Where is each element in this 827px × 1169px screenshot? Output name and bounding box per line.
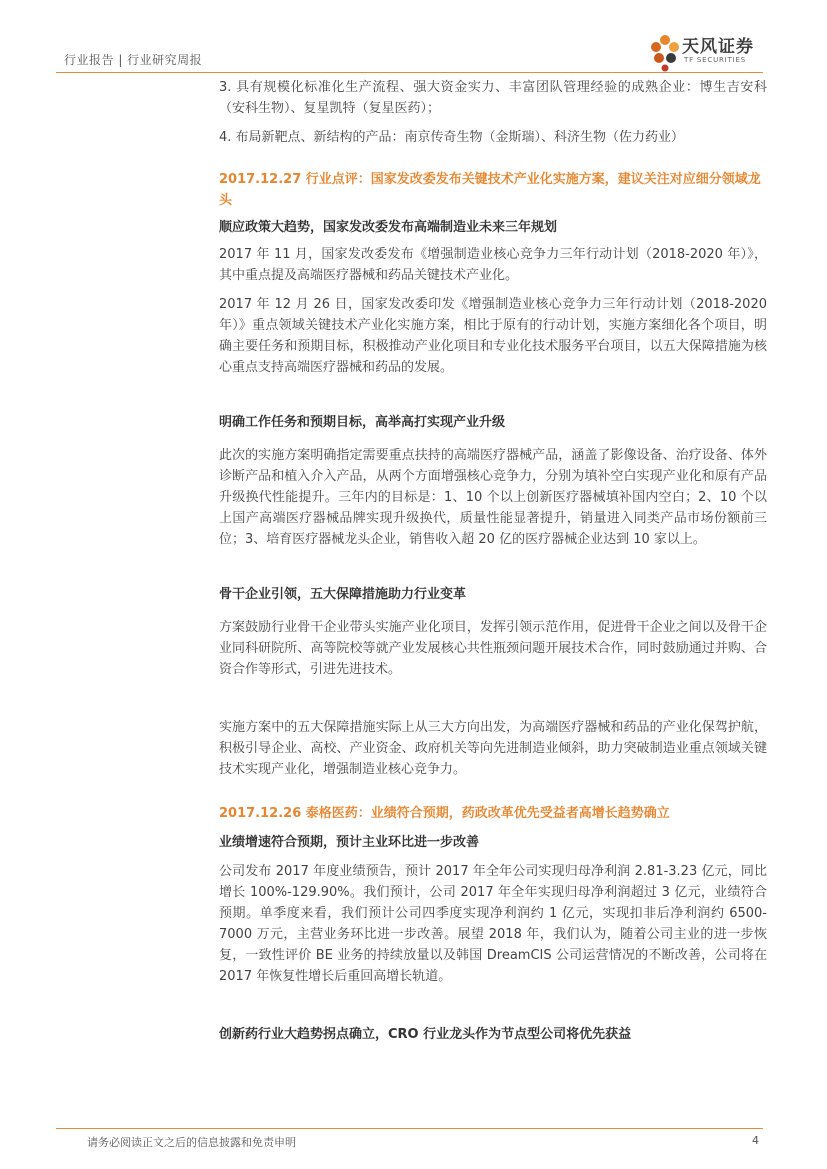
page-number: 4 <box>752 1134 759 1147</box>
paragraph: 2017 年 12 月 26 日，国家发改委印发《增强制造业核心竞争力三年行动计划（2018-2020 年）》重点领域关键技术产业化实施方案，相比于原有的行动计划，实施方案细化各个项目，明确主要任务和预期目标，积极推动产业化项目和专业化技术服务平台项目，以五大保障措施为核心重点支持高端医疗器械和药品的发展。 <box>219 297 767 375</box>
paragraph: 3. 具有规模化标准化生产流程、强大资金实力、丰富团队管理经验的成熟企业：博生吉安科（安科生物）、复星凯特（复星医药）； <box>219 80 767 116</box>
paragraph: 4. 布局新靶点、新结构的产品：南京传奇生物（金斯瑞）、科济生物（佐力药业） <box>219 130 685 145</box>
logo-petals-icon <box>648 30 682 74</box>
paragraph: 此次的实施方案明确指定需要重点扶持的高端医疗器械产品，涵盖了影像设备、治疗设备、体外诊断产品和植入介入产品，从两个方面增强核心竞争力，分别为填补空白实现产业化和原有产品升级换代性能提升。三年内的目标是：1、10 个以上创新医疗器械填补国内空白；2、10 个以上国产高端医疗器械品牌实现升级换代，质量性能显著提升，销量进入同类产品市场份额前三位；3、培育医疗器械龙头企业，销售收入超 20 亿的医疗器械企业达到 10 家以上。 <box>219 448 767 547</box>
report-body <box>219 75 767 1045</box>
paragraph: 方案鼓励行业骨干企业带头实施产业化项目，发挥引领示范作用，促进骨干企业之间以及骨干企业同科研院所、高等院校等就产业发展核心共性瓶颈问题开展技术合作，同时鼓励通过并购、合资合作等形式，引进先进技术。 <box>219 620 767 677</box>
paragraph: 2017 年 11 月，国家发改委发布《增强制造业核心竞争力三年行动计划（2018-2020 年）》，其中重点提及高端医疗器械和药品关键技术产业化。 <box>219 247 767 283</box>
subsection-title: 业绩增速符合预期，预计主业环比进一步改善 <box>219 835 480 850</box>
header-divider <box>56 72 763 73</box>
paragraph: 公司发布 2017 年度业绩预告，预计 2017 年全年公司实现归母净利润 2.81-3.23 亿元，同比增长 100%-129.90%。我们预计，公司 2017 年全年实现归母净利润超过 3 亿元，业绩符合预期。单季度来看，我们预计公司四季度实现净利润约 1 亿元，实现扣非后净利润约 6500-7000 万元，主营业务环比进一步改善。展望 2018 年，我们认为，随着公司主业的进一步恢复，一致性评价 BE 业务的持续放量以及韩国 DreamCIS 公司运营情况的不断改善，公司将在 2017 年恢复性增长后重回高增长轨道。 <box>219 864 767 984</box>
company-logo <box>648 30 766 74</box>
footer-disclaimer: 请务必阅读正文之后的信息披露和免责申明 <box>87 1136 296 1149</box>
paragraph: 实施方案中的五大保障措施实际上从三大方向出发，为高端医疗器械和药品的产业化保驾护航，积极引导企业、高校、产业资金、政府机关等向先进制造业倾斜，助力突破制造业重点领域关键技术实现产业化，增强制造业核心竞争力。 <box>219 720 767 777</box>
section-title: 2017.12.27 行业点评：国家发改委发布关键技术产业化实施方案，建议关注对应细分领域龙头 <box>219 172 761 208</box>
subsection-title: 骨干企业引领，五大保障措施助力行业变革 <box>219 587 467 602</box>
report-category: 行业报告 | 行业研究周报 <box>64 53 203 67</box>
logo-name-en: TF SECURITIES <box>684 56 746 64</box>
subsection-title: 顺应政策大趋势，国家发改委发布高端制造业未来三年规划 <box>219 220 558 235</box>
logo-name-cn: 天风证券 <box>682 37 754 57</box>
subsection-title: 创新药行业大趋势拐点确立，CRO 行业龙头作为节点型公司将优先获益 <box>219 1027 632 1042</box>
subsection-title: 明确工作任务和预期目标，高举高打实现产业升级 <box>219 415 506 430</box>
section-title: 2017.12.26 泰格医药：业绩符合预期，药政改革优先受益者高增长趋势确立 <box>219 806 670 821</box>
footer-divider <box>56 1128 763 1129</box>
